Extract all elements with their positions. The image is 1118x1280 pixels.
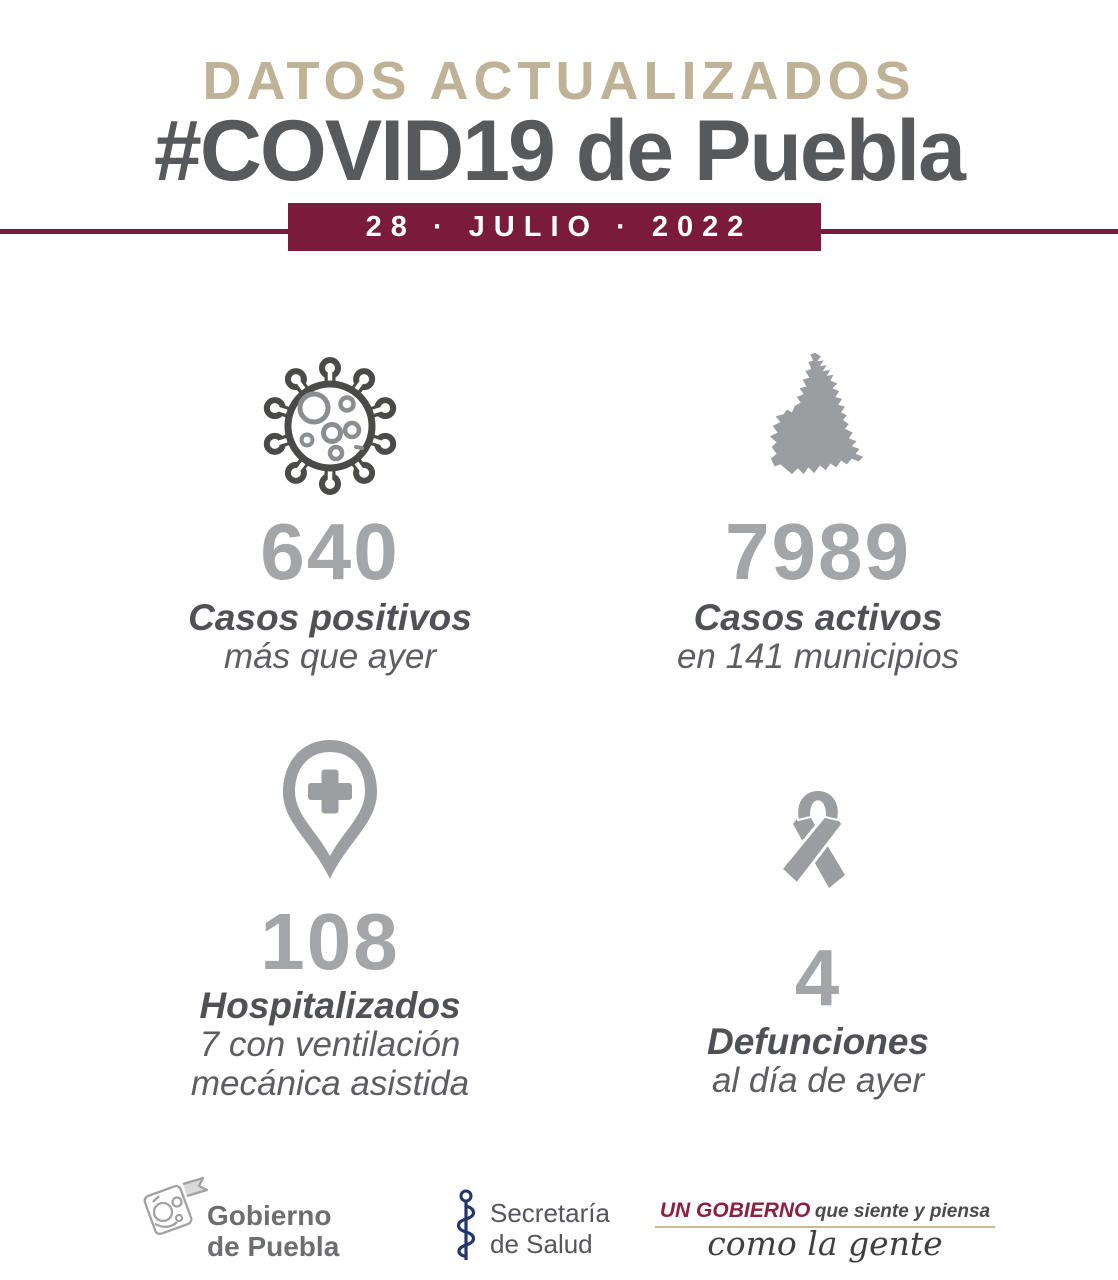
stat-sublabel: 7 con ventilación bbox=[199, 1025, 461, 1064]
stat-caption-hospitalizados bbox=[110, 986, 550, 1103]
stat-label: Hospitalizados bbox=[199, 985, 461, 1026]
stat-caption-positivos bbox=[110, 598, 550, 676]
gobierno-de-puebla-emblem-icon bbox=[133, 1172, 217, 1251]
stat-value-defunciones: 4 bbox=[794, 933, 842, 1022]
page-title: #COVID19 de Puebla bbox=[154, 103, 964, 199]
stat-sublabel: más que ayer bbox=[223, 637, 437, 676]
stat-sublabel: al día de ayer bbox=[711, 1061, 925, 1100]
hospital-pin-icon bbox=[130, 735, 530, 887]
tagline-rest: que siente y piensa bbox=[814, 1201, 991, 1222]
gobierno-de-puebla-logo bbox=[207, 1200, 339, 1262]
stat-value-activos: 7989 bbox=[725, 507, 911, 596]
gobierno-logo-line2: de Puebla bbox=[207, 1231, 340, 1262]
secretaria-de-salud-logo bbox=[490, 1198, 610, 1260]
date-banner: 28 · JULIO · 2022 bbox=[288, 203, 821, 251]
tagline-line1 bbox=[655, 1199, 995, 1223]
government-tagline bbox=[655, 1199, 995, 1264]
puebla-state-map-icon bbox=[618, 350, 1018, 496]
tagline-lead: UN GOBIERNO bbox=[659, 1199, 811, 1222]
stat-caption-defunciones bbox=[598, 1022, 1038, 1100]
salud-logo-line1: Secretaría bbox=[490, 1198, 610, 1228]
kicker-heading: DATOS ACTUALIZADOS bbox=[202, 51, 916, 111]
stat-value-hospitalizados: 108 bbox=[260, 897, 400, 986]
rod-of-asclepius-icon bbox=[452, 1188, 480, 1269]
stat-sublabel: mecánica asistida bbox=[190, 1064, 470, 1103]
stat-value-positivos: 640 bbox=[260, 507, 400, 596]
salud-logo-line2: de Salud bbox=[490, 1229, 593, 1259]
stat-caption-activos bbox=[598, 598, 1038, 676]
stat-label: Defunciones bbox=[706, 1021, 930, 1062]
stat-sublabel: en 141 municipios bbox=[676, 637, 960, 676]
awareness-ribbon-icon bbox=[618, 774, 1018, 920]
virus-icon bbox=[130, 348, 530, 504]
tagline-script: como la gente bbox=[707, 1224, 943, 1263]
gobierno-logo-line1: Gobierno bbox=[207, 1200, 332, 1231]
stat-label: Casos activos bbox=[693, 597, 943, 638]
stat-label: Casos positivos bbox=[188, 597, 472, 638]
